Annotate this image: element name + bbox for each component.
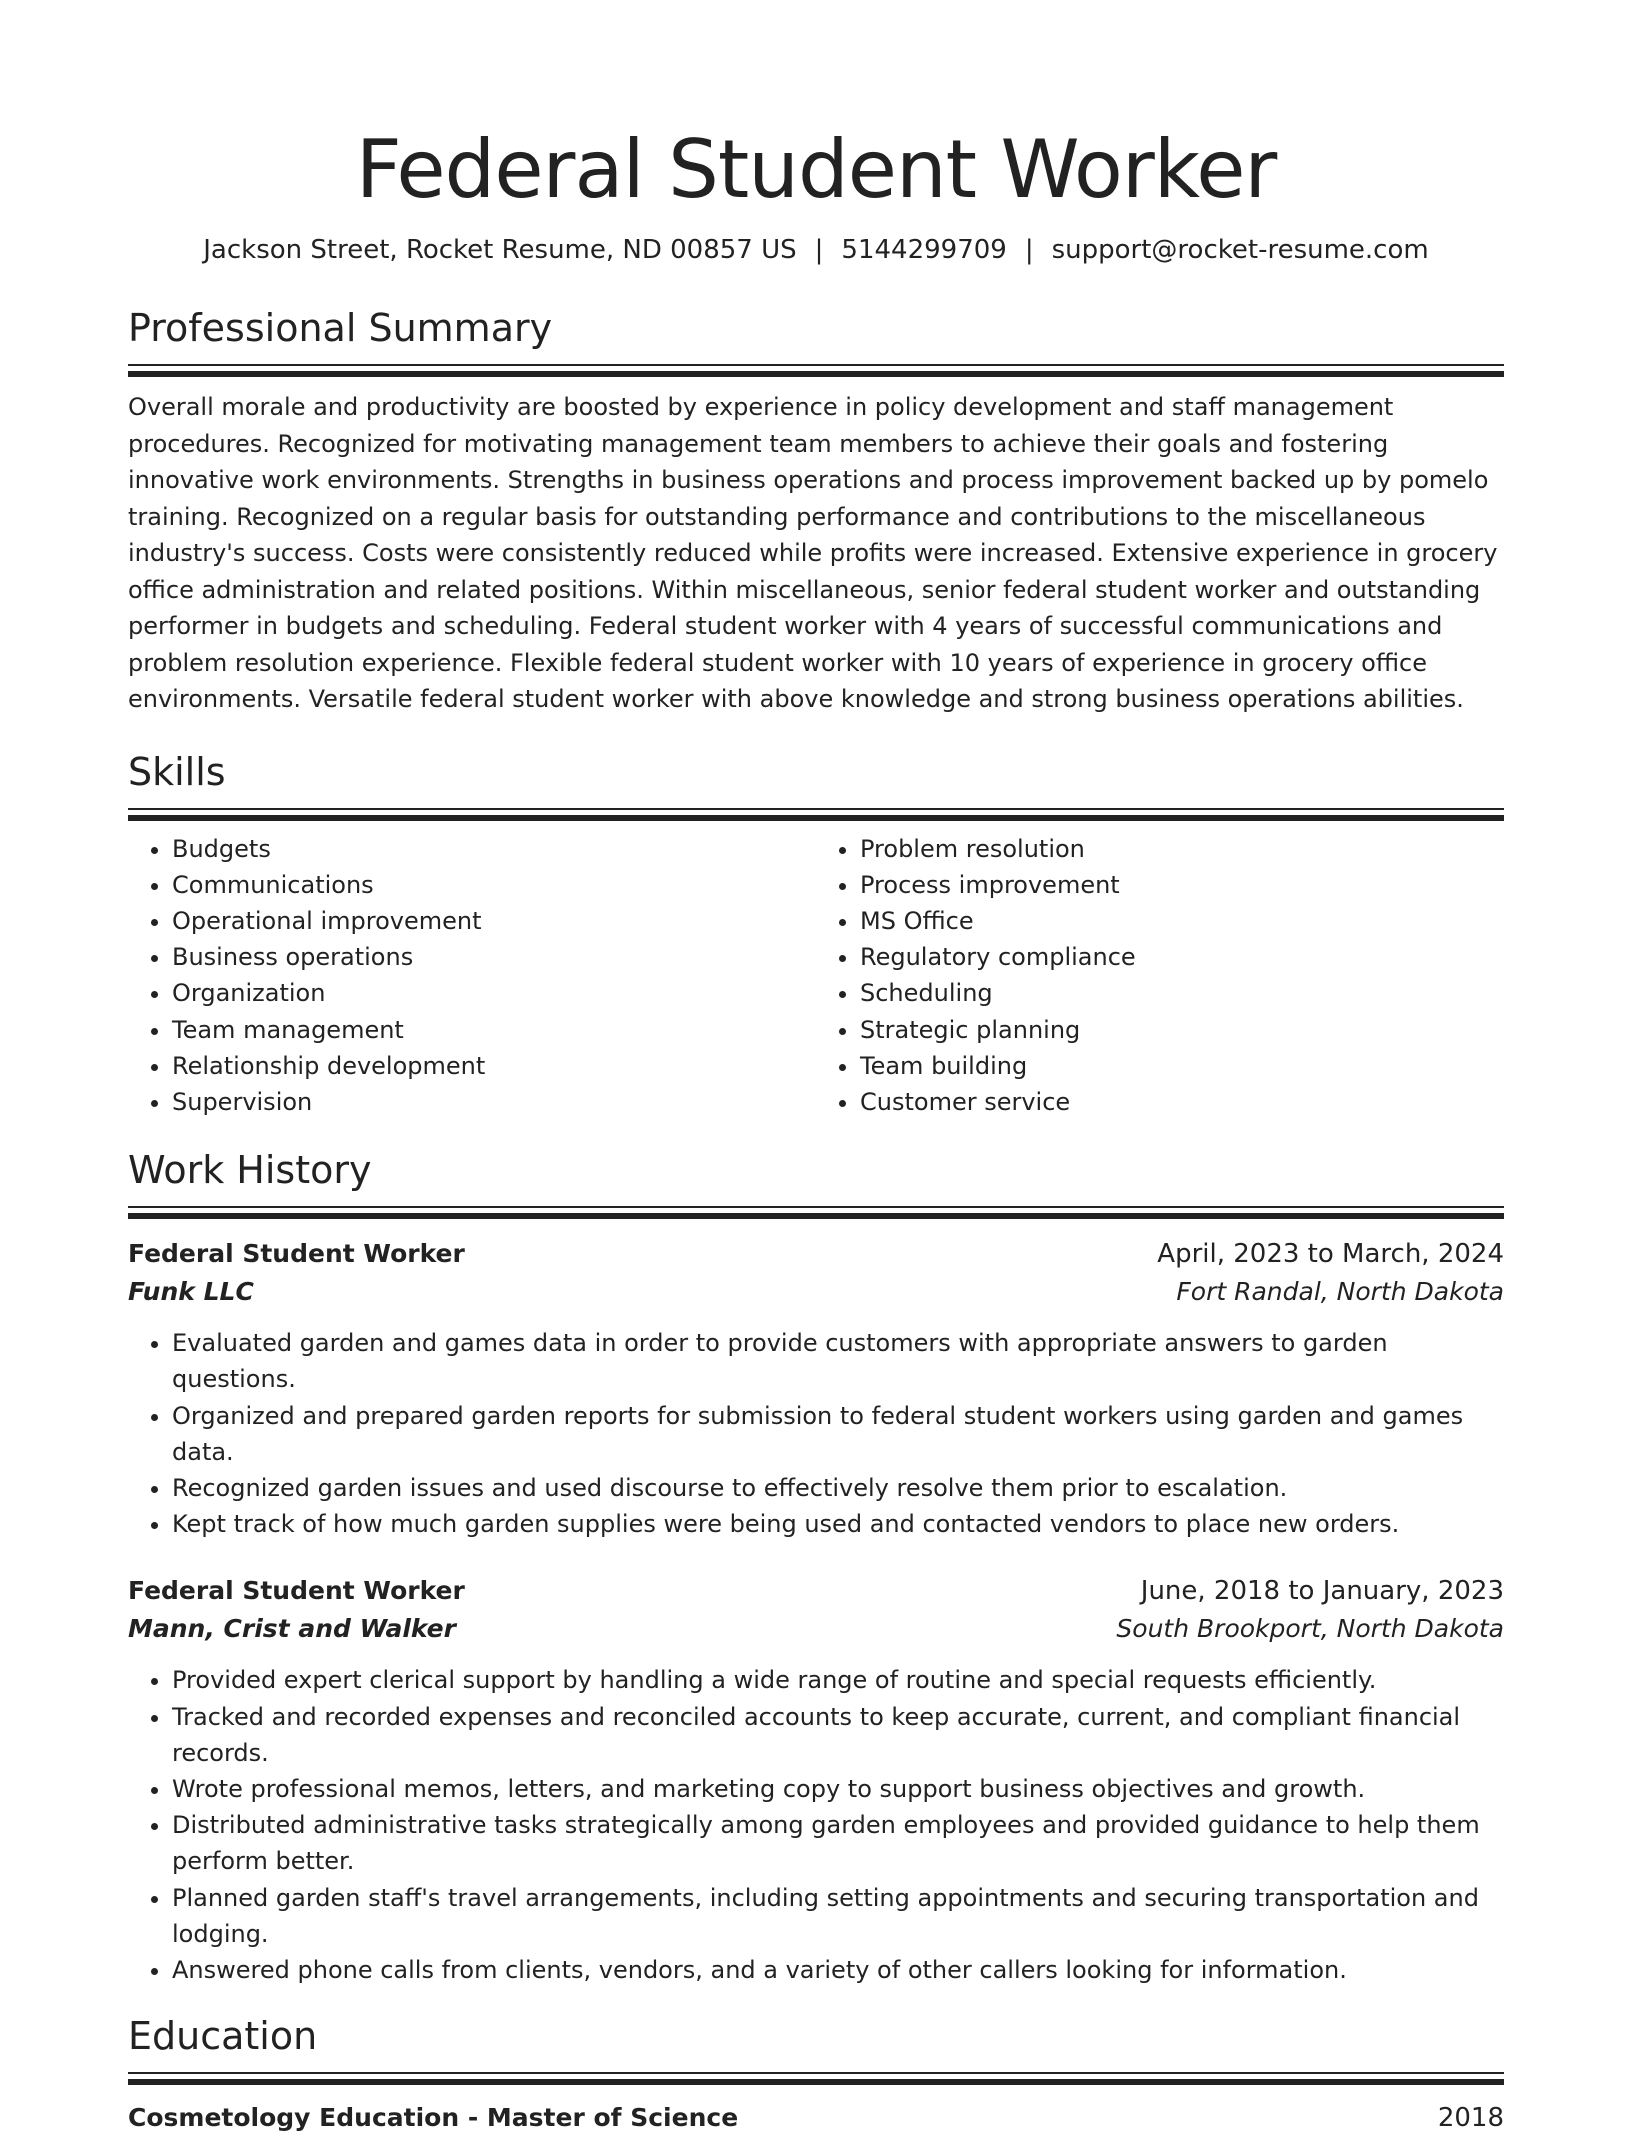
job-bullet: • Provided expert clerical support by handling a wide range of routine and special requests efficiently.: [172, 1662, 1504, 1698]
skill-item: • Organization: [172, 975, 816, 1011]
job-entry: [128, 1572, 1504, 1988]
job-location: Fort Randal, North Dakota: [1176, 1277, 1504, 1307]
section-title-work-history: Work History: [128, 1148, 372, 1193]
education-year: 2018: [1437, 2103, 1504, 2134]
skill-item: • Regulatory compliance: [860, 939, 1504, 975]
skills-right-column: [816, 831, 1504, 1121]
section-title-summary: Professional Summary: [128, 306, 553, 350]
section-divider: [128, 364, 1504, 377]
education-entry: [128, 2099, 1504, 2137]
job-location: South Brookport, North Dakota: [1116, 1614, 1504, 1644]
skill-item: • MS Office: [860, 903, 1504, 939]
skill-item: • Customer service: [860, 1084, 1504, 1120]
skill-item: • Operational improvement: [172, 903, 816, 939]
job-bullet: • Evaluated garden and games data in order to provide customers with appropriate answers to garden questions.: [172, 1325, 1504, 1397]
contact-line: [128, 232, 1504, 268]
skill-item: • Supervision: [172, 1084, 816, 1120]
skill-item: • Scheduling: [860, 975, 1504, 1011]
section-divider: [128, 1206, 1504, 1219]
resume-name: Federal Student Worker: [355, 123, 1277, 216]
contact-separator: |: [814, 235, 824, 265]
skill-item: • Budgets: [172, 831, 816, 867]
skills-section: [128, 748, 1504, 1121]
resume-page: [128, 0, 1504, 2137]
skills-columns: [128, 831, 1504, 1121]
job-entry: [128, 1235, 1504, 1542]
summary-section: [128, 304, 1504, 718]
skill-item: • Team management: [172, 1012, 816, 1048]
skill-item: • Business operations: [172, 939, 816, 975]
job-company: Mann, Crist and Walker: [128, 1614, 456, 1644]
job-dates: June, 2018 to January, 2023: [1140, 1576, 1504, 1607]
job-title: Federal Student Worker: [128, 1239, 465, 1269]
section-divider: [128, 808, 1504, 821]
skill-item: • Communications: [172, 867, 816, 903]
job-title: Federal Student Worker: [128, 1576, 465, 1606]
skill-item: • Problem resolution: [860, 831, 1504, 867]
skill-item: • Team building: [860, 1048, 1504, 1084]
skill-item: • Relationship development: [172, 1048, 816, 1084]
summary-text: Overall morale and productivity are boosted by experience in policy development and staff management procedures. Recognized for motivating management team members to achieve their goals and fostering innovative work environments. Strengths in business operations and process improvement backed up by pomelo training. Recognized on a regular basis for outstanding performance and contributions to the miscellaneous industry's success. Costs were consistently reduced while profits were increased. Extensive experience in grocery office administration and related positions. Within miscellaneous, senior federal student worker and outstanding performer in budgets and scheduling. Federal student worker with 4 years of successful communications and problem resolution experience. Flexible federal student worker with 10 years of experience in grocery office environments. Versatile federal student worker with above knowledge and strong business operations abilities.: [128, 393, 1498, 713]
job-bullet: • Answered phone calls from clients, vendors, and a variety of other callers looking for information.: [172, 1952, 1504, 1988]
contact-address: Jackson Street, Rocket Resume, ND 00857 US: [203, 235, 797, 265]
job-bullet: • Kept track of how much garden supplies were being used and contacted vendors to place new orders.: [172, 1506, 1504, 1542]
job-bullets: [128, 1662, 1504, 1988]
section-title-skills: Skills: [128, 749, 226, 794]
job-bullets: [128, 1325, 1504, 1542]
contact-email: support@rocket-resume.com: [1051, 235, 1429, 265]
skill-item: • Process improvement: [860, 867, 1504, 903]
section-title-education: Education: [128, 2014, 318, 2059]
work-history-section: [128, 1146, 1504, 1988]
skill-item: • Strategic planning: [860, 1012, 1504, 1048]
job-dates: April, 2023 to March, 2024: [1157, 1239, 1504, 1270]
job-bullet: • Planned garden staff's travel arrangements, including setting appointments and securing transportation and lodging.: [172, 1880, 1504, 1952]
contact-phone: 5144299709: [841, 235, 1007, 265]
job-bullet: • Tracked and recorded expenses and reconciled accounts to keep accurate, current, and compliant financial records.: [172, 1699, 1504, 1771]
section-divider: [128, 2072, 1504, 2085]
education-section: [128, 2012, 1504, 2137]
job-bullet: • Organized and prepared garden reports for submission to federal student workers using garden and games data.: [172, 1398, 1504, 1470]
job-bullet: • Wrote professional memos, letters, and marketing copy to support business objectives and growth.: [172, 1771, 1504, 1807]
job-bullet: • Recognized garden issues and used discourse to effectively resolve them prior to escalation.: [172, 1470, 1504, 1506]
skills-left-column: [128, 831, 816, 1121]
education-degree: Cosmetology Education - Master of Science: [128, 2103, 739, 2133]
job-company: Funk LLC: [128, 1277, 254, 1307]
job-bullet: • Distributed administrative tasks strategically among garden employees and provided guidance to help them perform better.: [172, 1807, 1504, 1879]
contact-separator: |: [1024, 235, 1034, 265]
